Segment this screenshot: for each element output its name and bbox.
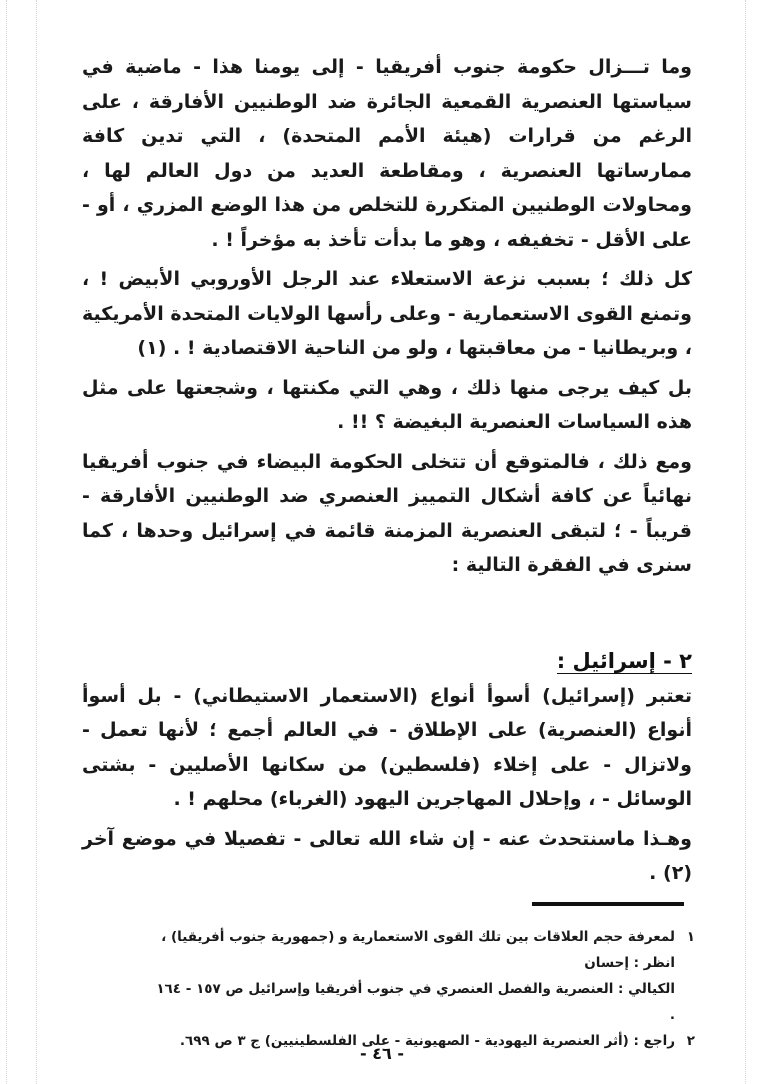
footnote-number: ٢ bbox=[686, 1033, 695, 1049]
footnotes bbox=[150, 924, 695, 1054]
paragraph: وهـذا ماسنتحدث عنه - إن شاء الله تعالى - تفصيلا في موضع آخر (٢) . bbox=[82, 827, 692, 884]
scan-guide-line bbox=[6, 0, 7, 1084]
footnote-divider bbox=[532, 902, 684, 906]
scan-guide-line bbox=[745, 0, 746, 1084]
footnote bbox=[150, 924, 695, 976]
paragraph: ومع ذلك ، فالمتوقع أن تتخلى الحكومة البيضاء في جنوب أفريقيا نهائياً عن كافة أشكال التمييز العنصري ضد الوطنيين الأفارقة - قريباً - ؛ لتبقى العنصرية المزمنة قائمة في إسرائيل وحدها ، كما سنرى في الفقرة التالية : bbox=[82, 450, 692, 576]
section-heading-text: ٢ - إسرائيل : bbox=[556, 648, 692, 673]
footnote-number: ١ bbox=[686, 929, 695, 945]
footnote-text: راجع : (أثر العنصرية اليهودية - الصهيونية - على الفلسطينيين) ج ٣ ص ٦٩٩. bbox=[179, 1033, 675, 1049]
footnote-text: لمعرفة حجم العلاقات بين تلك القوى الاستعمارية و (جمهورية جنوب أفريقيا) ، انظر : إحسان bbox=[161, 929, 675, 971]
paragraph: كل ذلك ؛ بسبب نزعة الاستعلاء عند الرجل الأوروبي الأبيض ! ، وتمنع القوى الاستعمارية - وعلى رأسها الولايات المتحدة الأمريكية ، وبريطانيا - من معاقبتها ، ولو من الناحية الاقتصادية ! . (١) bbox=[82, 268, 692, 359]
section-heading bbox=[82, 641, 692, 681]
footnote-continuation: الكيالي : العنصرية والفصل العنصري في جنوب أفريقيا وإسرائيل ص ١٥٧ - ١٦٤ . bbox=[156, 981, 675, 1023]
scan-guide-line bbox=[36, 0, 37, 1084]
page-number: - ٤٦ - bbox=[360, 1044, 404, 1063]
page-body bbox=[82, 50, 692, 896]
paragraph: بل كيف يرجى منها ذلك ، وهي التي مكنتها ، وشجعتها على مثل هذه السياسات العنصرية البغيضة ؟ !! . bbox=[82, 376, 692, 433]
paragraph: تعتبر (إسرائيل) أسوأ أنواع (الاستعمار الاستيطاني) - بل أسوأ أنواع (العنصرية) على الإطلاق - في العالم أجمع ؛ لأنها تعمل - ولاتزال - على إخلاء (فلسطين) من سكانها الأصليين - بشتى الوسائل - ، وإحلال المهاجرين اليهود (الغرباء) محلهم ! . bbox=[82, 684, 692, 810]
paragraph: وما تـــزال حكومة جنوب أفريقيا - إلى يومنا هذا - ماضية في سياستها العنصرية القمعية الجائرة ضد الوطنيين الأفارقة ، على الرغم من قرارات (هيئة الأمم المتحدة) ، التي تدين كافة ممارساتها العنصرية ، ومقاطعة العديد من دول العالم لها ، ومحاولات الوطنيين المتكررة للتخلص من هذا الوضع المزري ، أو - على الأقل - تخفيفه ، وهو ما بدأت تأخذ به مؤخراً ! . bbox=[82, 56, 692, 251]
